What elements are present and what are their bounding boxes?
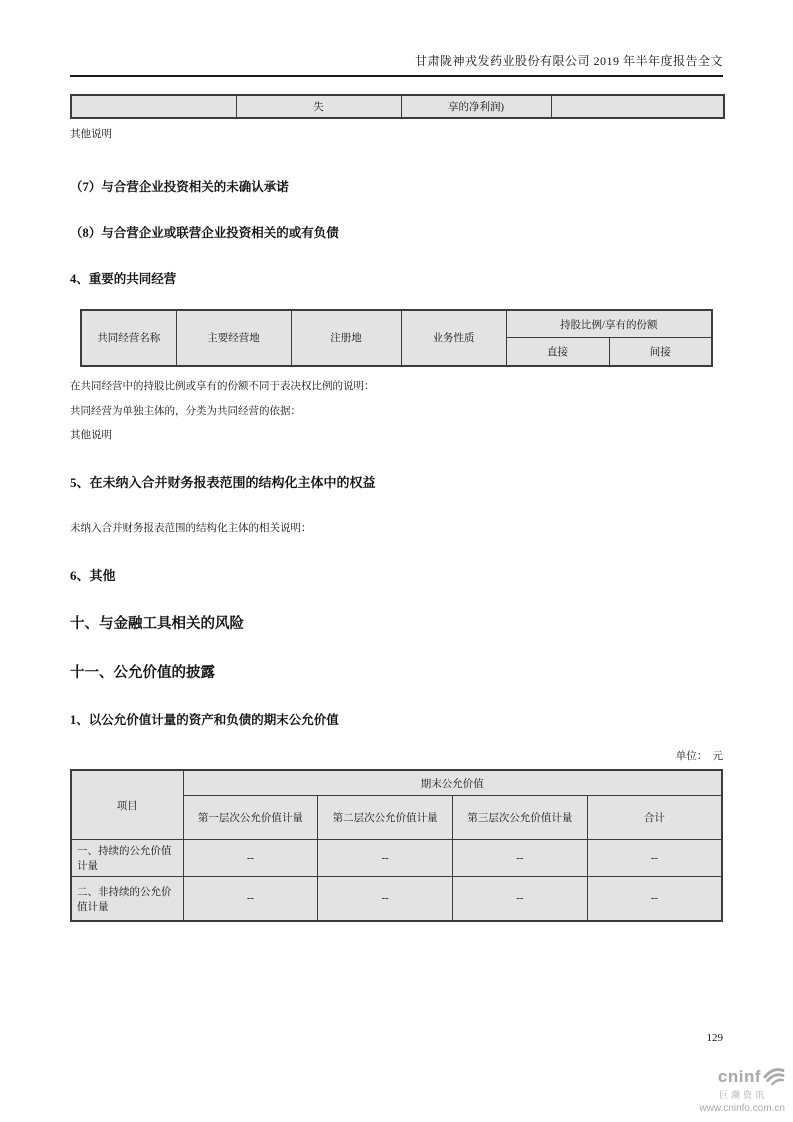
col-header-registered-place: 注册地 — [291, 310, 401, 366]
heading-8: （8）与合营企业或联营企业投资相关的或有负债 — [70, 225, 339, 240]
table-header-row — [71, 770, 722, 796]
fv-cell-value: -- — [587, 840, 722, 877]
fv-cell-value: -- — [453, 877, 588, 921]
heading-6-other: 6、其他 — [70, 567, 116, 583]
heading-11-1-period-end-fair-value: 1、以公允价值计量的资产和负债的期末公允价值 — [70, 712, 339, 727]
unit-label: 单位： 元 — [675, 750, 723, 762]
cninfo-logo — [699, 1066, 785, 1114]
fv-cell-value: -- — [318, 840, 453, 877]
col-header-business-nature: 业务性质 — [401, 310, 506, 366]
table-row-continuous — [71, 840, 722, 877]
fv-row-label: 二、非持续的公允价值计量 — [71, 877, 183, 921]
heading-11-fair-value-disclosure: 十一、公允价值的披露 — [70, 664, 215, 681]
col-header-indirect: 间接 — [609, 338, 712, 366]
other-note-top: 其他说明 — [70, 129, 112, 140]
heading-4-joint-operations: 4、重要的共同经营 — [70, 271, 177, 286]
col-header-joint-name: 共同经营名称 — [81, 310, 176, 366]
fv-cell-value: -- — [453, 840, 588, 877]
continued-table-fragment — [70, 94, 725, 119]
fv-group-header-period-end: 期末公允价值 — [183, 770, 722, 796]
table-row — [71, 95, 724, 118]
cninfo-url: www.cninfo.com.cn — [699, 1103, 785, 1114]
header-divider — [70, 75, 723, 77]
fv-col-header-level3: 第三层次公允价值计量 — [453, 796, 588, 840]
table-row-non-continuous — [71, 877, 722, 921]
fv-cell-value: -- — [318, 877, 453, 921]
joint-note-voting-ratio: 在共同经营中的持股比例或享有的份额不同于表决权比例的说明： — [70, 380, 375, 392]
fragment-cell-net-profit: 享的净利润) — [401, 95, 551, 118]
page-number: 129 — [706, 1032, 723, 1044]
fragment-cell-loss: 失 — [236, 95, 401, 118]
fv-col-header-item: 项目 — [71, 770, 183, 840]
fv-cell-value: -- — [587, 877, 722, 921]
table-header-row — [81, 310, 712, 338]
cninfo-chinese-label: 巨潮资讯 — [718, 1090, 767, 1101]
col-header-main-place: 主要经营地 — [176, 310, 291, 366]
fragment-cell-empty-1 — [71, 95, 236, 118]
joint-operations-table — [80, 309, 713, 367]
structured-entities-note: 未纳入合并财务报表范围的结构化主体的相关说明： — [70, 523, 312, 534]
fair-value-table — [70, 769, 723, 922]
col-header-shareholding-group: 持股比例/享有的份额 — [506, 310, 712, 338]
fv-cell-value: -- — [183, 877, 318, 921]
heading-5-structured-entities: 5、在未纳入合并财务报表范围的结构化主体中的权益 — [70, 475, 376, 490]
cninfo-swirl-icon — [763, 1066, 785, 1091]
fv-col-header-total: 合计 — [587, 796, 722, 840]
fv-col-header-level1: 第一层次公允价值计量 — [183, 796, 318, 840]
fv-col-header-level2: 第二层次公允价值计量 — [318, 796, 453, 840]
fragment-cell-empty-2 — [551, 95, 724, 118]
cninfo-wordmark: cninf — [717, 1067, 761, 1087]
fv-row-label: 一、持续的公允价值计量 — [71, 840, 183, 877]
joint-note-other: 其他说明 — [70, 430, 112, 442]
heading-7: （7）与合营企业投资相关的未确认承诺 — [70, 179, 289, 194]
joint-note-separate-entity: 共同经营为单独主体的，分类为共同经营的依据： — [70, 405, 301, 417]
col-header-direct: 直接 — [506, 338, 609, 366]
running-header-title: 甘肃陇神戎发药业股份有限公司 2019 年半年度报告全文 — [414, 54, 723, 68]
fv-cell-value: -- — [183, 840, 318, 877]
heading-10-financial-instrument-risk: 十、与金融工具相关的风险 — [70, 615, 244, 632]
